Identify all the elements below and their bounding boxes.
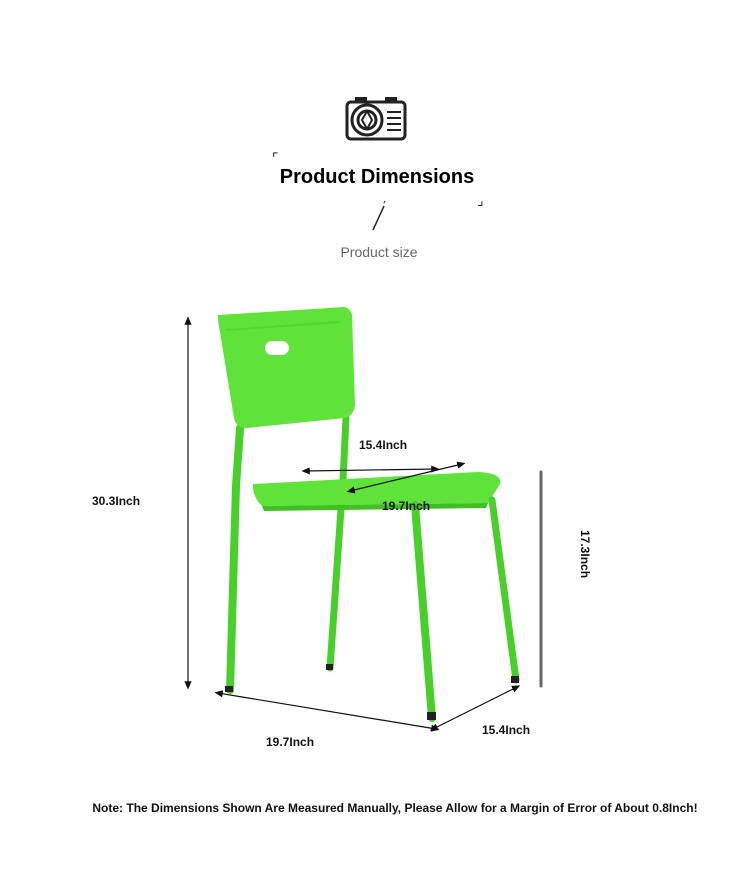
chair-seat (253, 472, 500, 506)
page-title: Product Dimensions (279, 166, 475, 188)
seat-height-label: 17.3Inch (578, 530, 592, 579)
page-subtitle: Product size (340, 244, 418, 260)
front-left-leg (415, 505, 436, 720)
seat-width-label: 15.4Inch (359, 438, 408, 452)
front-right-leg (492, 500, 519, 683)
base-width-arrow (218, 693, 436, 729)
base-depth-label: 15.4Inch (482, 723, 531, 737)
backrest-handle-hole (265, 341, 289, 355)
seat-width-arrow (305, 469, 436, 471)
corner-mark-top-left: ⌜ (272, 150, 279, 166)
measurement-note: Note: The Dimensions Shown Are Measured Manually, Please Allow for a Margin of Error of About 0.8Inch! (92, 801, 698, 815)
corner-mark-bottom-right: ⌟ (477, 192, 484, 208)
seat-depth-label: 19.7Inch (382, 499, 431, 513)
back-left-leg (230, 428, 240, 690)
base-width-label: 19.7Inch (266, 735, 315, 749)
total-height-label: 30.3Inch (92, 494, 141, 508)
back-right-leg (330, 418, 346, 668)
